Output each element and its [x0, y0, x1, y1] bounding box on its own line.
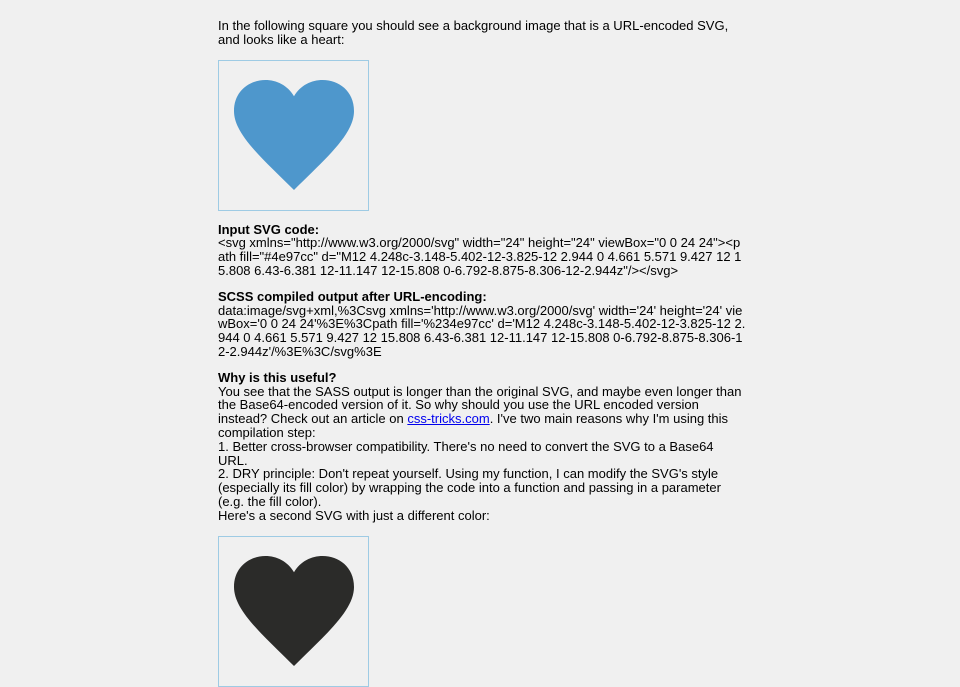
why-useful-text: You see that the SASS output is longer than the original SVG, and maybe even longer than the Base64-encoded version of it. So why should you use the URL encoded version instead? Check out an article on — [218, 383, 742, 427]
why-useful-heading: Why is this useful? — [218, 369, 337, 385]
input-svg-heading: Input SVG code: — [218, 221, 320, 237]
second-svg-intro: Here's a second SVG with just a different color: — [218, 507, 490, 523]
scss-output-heading: SCSS compiled output after URL-encoding: — [218, 288, 487, 304]
article-content — [218, 19, 746, 687]
scss-output-code: data:image/svg+xml,%3Csvg xmlns='http://www.w3.org/2000/svg' width='24' height='24' viewBox='0 0 24 24'%3E%3Cpath fill='%234e97cc' d='M12 4.248c-3.148-5.402-12-3.825-12 2.944 0 4.661 5.571 9.427 12 15.808 6.43-6.381 12-11.147 12-15.808 0-6.792-8.875-8.306-12-2.944z'/%3E%3C/svg%3E — [218, 302, 746, 359]
intro-text: In the following square you should see a background image that is a URL-encoded SVG, and looks like a heart: — [218, 18, 729, 47]
why-useful-paragraph — [218, 385, 746, 440]
heart-demo-box — [218, 60, 369, 211]
why-useful-text-after: . I've two main reasons why I'm using this compilation step: — [218, 411, 729, 440]
heart-icon — [234, 75, 354, 195]
input-svg-code: <svg xmlns="http://www.w3.org/2000/svg" width="24" height="24" viewBox="0 0 24 24"><path fill="#4e97cc" d="M12 4.248c-3.148-5.402-12-3.825-12 2.944 0 4.661 5.571 9.427 12 15.808 6.43-6.381 12-11.147 12-15.808 0-6.792-8.875-8.306-12-2.944z"/></svg> — [218, 235, 742, 278]
css-tricks-link[interactable]: css-tricks.com — [407, 411, 490, 427]
why-useful-section — [218, 371, 746, 523]
heart-icon — [234, 551, 354, 671]
reason-2: 2. DRY principle: Don't repeat yourself. Using my function, I can modify the SVG's style (especially its fill color) by wrapping the code into a function and passing in a parameter (e.g. the fill color). — [218, 466, 721, 509]
reason-1: 1. Better cross-browser compatibility. There's no need to convert the SVG to a Base64 URL. — [218, 438, 714, 468]
heart-demo-box-2 — [218, 536, 369, 687]
scss-output-section — [218, 290, 746, 359]
input-svg-section — [218, 223, 746, 278]
